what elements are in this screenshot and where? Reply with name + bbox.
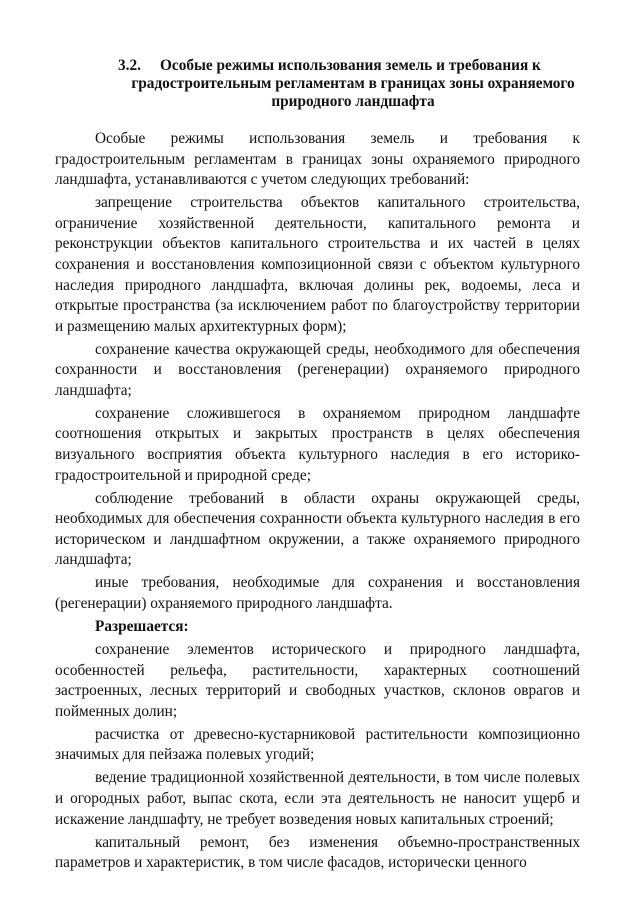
section-heading-line-1 [118, 57, 588, 75]
section-title-line-2: градостроительным регламентам в границах зоны охраняемого [131, 75, 575, 92]
section-title-line-1: Особые режимы использования земель и требования к [160, 57, 541, 74]
intro-paragraph: Особые режимы использования земель и требования к градостроительным регламентам в границах зоны охраняемого природного ландшафта, устанавливаются с учетом следующих требований: [55, 130, 580, 189]
requirement-paragraph: сохранение качества окружающей среды, необходимого для обеспечения сохранности и восстановления (регенерации) охраняемого природного ландшафта; [55, 340, 580, 399]
allowed-item: ведение традиционной хозяйственной деятельности, в том числе полевых и огородных работ, выпас скота, если эта деятельность не наносит ущерб и искажение ландшафту, не требует возведения новых капитальных строений; [55, 769, 580, 828]
requirement-paragraph: сохранение сложившегося в охраняемом природном ландшафте соотношения открытых и закрытых пространств в целях обеспечения визуального восприятия объекта культурного наследия в его историко-градостроительной и природной среде; [55, 404, 580, 484]
allowed-heading: Разрешается: [95, 618, 189, 635]
requirement-paragraph: соблюдение требований в области охраны окружающей среды, необходимых для обеспечения сохранности объекта культурного наследия в его историческом и ландшафтном окружении, а также охраняемого природного ландшафта; [55, 489, 580, 569]
allowed-item: расчистка от древесно-кустарниковой растительности композиционно значимых для пейзажа полевых угодий; [55, 725, 580, 764]
document-body [55, 129, 580, 876]
requirement-paragraph: иные требования, необходимые для сохранения и восстановления (регенерации) охраняемого природного ландшафта. [55, 574, 580, 613]
section-number: 3.2. [118, 57, 141, 74]
section-title-line-3: природного ландшафта [271, 93, 435, 110]
allowed-item: сохранение элементов исторического и природного ландшафта, особенностей рельефа, растительности, характерных соотношений застроенных, лесных территорий и свободных участков, склонов оврагов и пойменных долин; [55, 640, 580, 720]
requirement-paragraph: запрещение строительства объектов капитального строительства, ограничение хозяйственной деятельности, капитального ремонта и реконструкции объектов капитального строительства и их частей в целях сохранения и восстановления композиционной связи с объектом культурного наследия природного ландшафта, включая долины рек, водоемы, леса и открытые пространства (за исключением работ по благоустройству территории и размещению малых архитектурных форм); [55, 194, 580, 335]
allowed-item: капитальный ремонт, без изменения объемно-пространственных параметров и характеристик, в том числе фасадов, исторически ценного [55, 833, 580, 872]
section-heading [118, 57, 588, 111]
